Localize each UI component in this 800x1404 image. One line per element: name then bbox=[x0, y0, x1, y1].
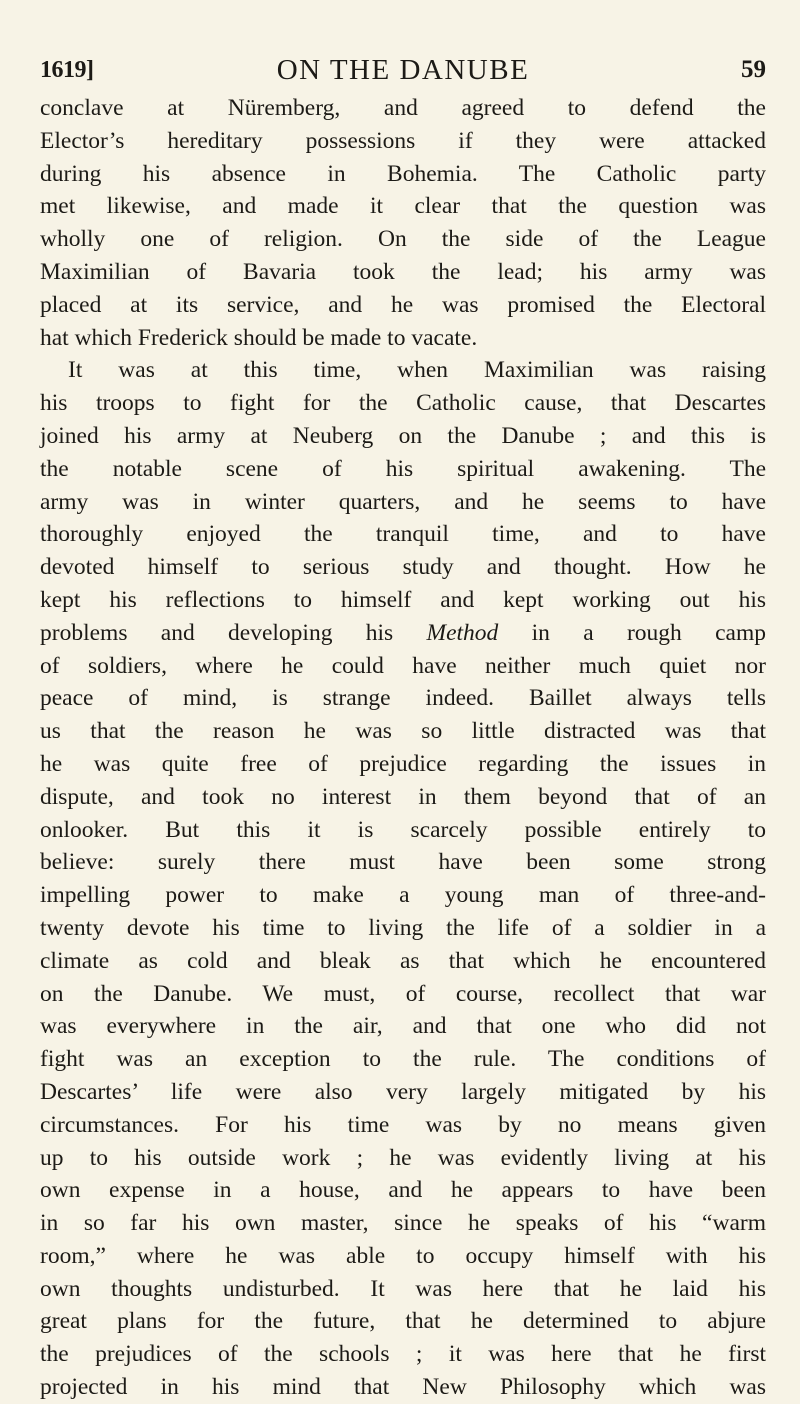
text-line: believe: surely there must have been some strong bbox=[40, 849, 766, 876]
body-text bbox=[40, 92, 766, 1404]
text-line: his troops to fight for the Catholic cause, that Descartes bbox=[40, 390, 766, 417]
text-line: Elector’s hereditary possessions if they were attacked bbox=[40, 127, 766, 154]
text-line: devoted himself to serious study and thought. How he bbox=[40, 554, 766, 581]
text-line: us that the reason he was so little distracted was that bbox=[40, 718, 766, 745]
text-line: dispute, and took no interest in them beyond that of an bbox=[40, 783, 766, 810]
text-line: conclave at Nüremberg, and agreed to defend the bbox=[40, 95, 766, 121]
text-line: the prejudices of the schools ; it was here that he first bbox=[40, 1341, 766, 1368]
running-head-title: ON THE DANUBE bbox=[276, 54, 530, 86]
text-line: army was in winter quarters, and he seems to have bbox=[40, 488, 766, 515]
text-line: placed at its service, and he was promised the Electoral bbox=[40, 291, 766, 318]
text-line: climate as cold and bleak as that which he encountered bbox=[40, 947, 766, 974]
text-line: kept his reflections to himself and kept working out his bbox=[40, 586, 766, 613]
text-line: Descartes’ life were also very largely mitigated by his bbox=[40, 1078, 766, 1105]
running-head bbox=[40, 50, 766, 90]
text-line: room,” where he was able to occupy himself with his bbox=[40, 1242, 766, 1269]
text-line: joined his army at Neuberg on the Danube ; and this is bbox=[40, 422, 766, 449]
text-segment: problems and developing his bbox=[40, 619, 427, 646]
text-line: impelling power to make a young man of three-and- bbox=[40, 882, 766, 909]
text-line: twenty devote his time to living the life of a soldier in a bbox=[40, 914, 766, 941]
text-line: on the Danube. We must, of course, recollect that war bbox=[40, 980, 766, 1007]
text-line: wholly one of religion. On the side of the League bbox=[40, 226, 766, 253]
text-segment: in a rough camp bbox=[498, 619, 766, 646]
text-line: of soldiers, where he could have neither much quiet nor bbox=[40, 652, 766, 679]
italic-title-method: Method bbox=[426, 619, 499, 646]
text-line: fight was an exception to the rule. The conditions of bbox=[40, 1046, 766, 1073]
text-line: hat which Frederick should be made to vacate. bbox=[40, 324, 478, 351]
paragraph-start-line: It was at this time, when Maximilian was raising bbox=[68, 357, 766, 384]
text-line: he was quite free of prejudice regarding the issues in bbox=[40, 750, 766, 777]
text-line: in so far his own master, since he speaks of his “warm bbox=[40, 1210, 766, 1237]
text-line: own expense in a house, and he appears to have been bbox=[40, 1177, 766, 1204]
text-line: thoroughly enjoyed the tranquil time, and to have bbox=[40, 521, 766, 548]
text-line: peace of mind, is strange indeed. Baillet always tells bbox=[40, 685, 766, 712]
text-line: the notable scene of his spiritual awakening. The bbox=[40, 455, 766, 482]
text-line: during his absence in Bohemia. The Catholic party bbox=[40, 160, 766, 187]
text-line: onlooker. But this it is scarcely possible entirely to bbox=[40, 816, 766, 843]
running-head-year: 1619] bbox=[40, 57, 94, 83]
text-line: great plans for the future, that he determined to abjure bbox=[40, 1308, 766, 1335]
text-line-with-italic bbox=[40, 617, 766, 650]
text-line: met likewise, and made it clear that the question was bbox=[40, 193, 766, 220]
page-number: 59 bbox=[741, 56, 766, 83]
text-line: Maximilian of Bavaria took the lead; his army was bbox=[40, 258, 766, 285]
text-line: was everywhere in the air, and that one who did not bbox=[40, 1013, 766, 1040]
text-line: projected in his mind that New Philosophy which was bbox=[40, 1374, 766, 1401]
text-line: up to his outside work ; he was evidently living at his bbox=[40, 1144, 766, 1171]
text-line: circumstances. For his time was by no means given bbox=[40, 1111, 766, 1138]
text-line: own thoughts undisturbed. It was here that he laid his bbox=[40, 1275, 766, 1302]
